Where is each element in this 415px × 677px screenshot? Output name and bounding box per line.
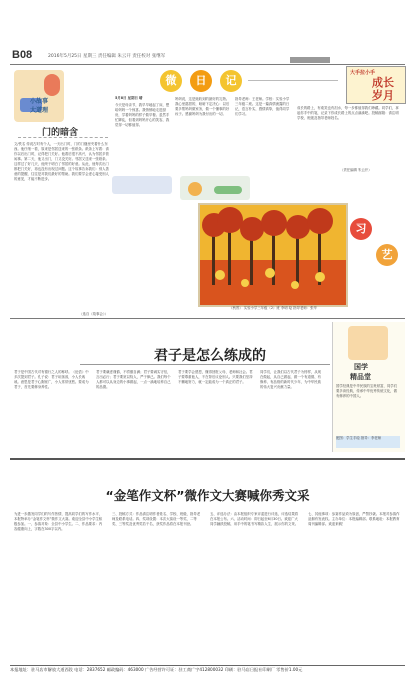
- figure-illustration: [44, 74, 60, 96]
- kids-illustration: [112, 176, 172, 194]
- diary-illustration: [180, 176, 250, 200]
- title-divider: [18, 137, 108, 138]
- art-side-char-2: 艺: [376, 244, 398, 266]
- feature-col-1: 君子是中国古代对有德行之人的称呼。《论语》中多次提到君子。孔子说：君子坦荡荡，小人长戚戚。意思是君子心胸宽广，小人常常忧愁。要成为君子，首先要修身养性。: [14, 370, 89, 389]
- story-body: 文/佚名 传说古时有个人，一天出门时，门的门缝里夹着什么东西。他仔细一看，原来是邻居送来的一张纸条。纸条上写着：请你以后出门时，记得把门关好。他看后很不高兴，认为邻居多管闲事。第二天，他又出门，门又没关好。邻居又送来一张纸条。这样过了好几天，他终于明白了邻居的好意。从此，他每次出门都把门关好，再也没有出现过问题。这个故事告诉我们：别人善意的提醒，往往是对我们最好的帮助。我们要学会虚心接受别人的意见，才能不断进步。: [14, 142, 109, 181]
- contest-col-3: 五、评选办法：由本报组织专家评委进行评选，评选结果将在本报公布。六、活动时间：即日起至6月30日。欢迎广大同学踊跃投稿，用手中的笔书写精彩人生，展示你的文采。: [210, 512, 299, 526]
- culture-illustration: [348, 326, 388, 360]
- diary-col-2: 妈妈说，这是她收到的最好的礼物。我心里甜甜的，暗暗下定决心：以后要多帮妈妈做家务，做一个懂事的好孩子。感谢妈妈为我付出的一切。: [175, 97, 230, 116]
- culture-title-2: 精品堂: [350, 373, 371, 381]
- header-meta: 2016年5月25日 星期三 责任编辑 朱云开 责任校对 张继军: [48, 54, 166, 59]
- corner-contact: （责任编辑 朱云开）: [340, 168, 372, 172]
- contest-col-4: 七、其他事项：参赛作品须为原创，严禁抄袭。本报对参赛作品拥有发表权。主办单位：本报编辑部。联系地址：本报教育周刊编辑部。欢迎来稿！: [308, 512, 400, 526]
- painting-art: [200, 205, 346, 305]
- painting: [198, 203, 348, 307]
- feature-title: 君子是怎么练成的: [154, 348, 266, 364]
- feature-rule: [80, 364, 330, 365]
- section-divider-2: [10, 458, 405, 460]
- feature-col-3: 君子要学会感恩，懂得回报父母、老师和社会。君子要尊重他人，不在背后议论别人。只要我们坚持不懈地努力，就一定能成为一个真正的君子。: [178, 370, 253, 384]
- art-side-char-1: 习: [350, 218, 372, 240]
- contest-col-1: 为进一步激发同学们的写作热情，提高同学们的写作水平，本报特举办“金笔作文杯”微作文大赛。欢迎全县中小学生积极参加。一、参赛对象：全县中小学生。二、作品要求：内容健康向上，字数在300字以内。: [14, 512, 103, 531]
- diary-rule: [248, 80, 338, 81]
- diary-col-3: 指导老师：王老师。学校：实验小学三年级二班。这是一篇真情流露的日记，语言朴实，感情真挚，值得同学们学习。: [235, 97, 290, 116]
- page-number: B08: [12, 49, 33, 61]
- section-divider-1: [10, 318, 405, 319]
- feature-col-4: 同学们，让我们以古代君子为榜样，从现在做起，从自己做起，做一个有道德、有修养、有品格的新时代少年，为中华民族的伟大复兴贡献力量。: [260, 370, 322, 389]
- sun-icon: [188, 182, 202, 196]
- diary-char-2: 日: [190, 70, 212, 92]
- diary-char-3: 记: [220, 70, 242, 92]
- corner-badge: 大手拉小手: [350, 70, 376, 76]
- culture-body: 国学经典是中华民族的宝贵财富，同学们要多读经典，传承中华优秀传统文化，做有修养的中国人。: [336, 384, 398, 398]
- story-title: 门的暗含: [41, 128, 78, 138]
- diary-col-1: 今天是母亲节，我早早地起了床，想给妈妈一个惊喜。我悄悄地走进厨房，学着妈妈的样子做早餐。虽然手忙脚乱，但看到妈妈开心的笑容，我觉得一切都值得。: [115, 103, 170, 127]
- column-name-1: 小故事: [29, 98, 48, 105]
- footer-text: 本报地址：驻马店市解放大道西段 电话：2837652 邮政编码：463000 广告经营许可证：驻工商广字412800032 印刷：驻马店日报社印刷厂 零售价1.00元: [10, 667, 303, 672]
- feature-col-2: 君子要谦虚谨慎，不骄傲自满；君子要诚实守信，言出必行；君子要宽以待人，严于律己。我们每个人都可以从身边的小事做起，一点一滴地培养自己的品德。: [96, 370, 171, 389]
- culture-title-1: 国学: [354, 363, 368, 371]
- corner-body: 成长的路上，有欢笑也有泪水，每一步都值得我们珍藏。同学们，拿起你手中的笔，记录下你成长路上的点点滴滴吧。投稿邮箱：请注明学校、班级及指导老师姓名。: [297, 106, 399, 120]
- hill-illustration: [214, 186, 242, 194]
- story-source: （选自《故事会》）: [79, 312, 108, 316]
- corner-title-1: 成长: [372, 76, 394, 89]
- footer-rule: [10, 665, 405, 666]
- diary-date: 5月8日 星期日 晴: [115, 96, 143, 100]
- contest-title: “金笔作文杯”微作文大赛喊你秀文采: [105, 488, 310, 503]
- column-name-2: 大道理: [29, 107, 48, 114]
- contest-col-2: 三、投稿方式：作品请注明作者姓名、学校、班级、指导老师及联系电话。四、奖项设置：本次大赛设一等奖、二等奖、三等奖及优秀奖若干名，获奖作品将在本报刊登。: [112, 512, 201, 526]
- header-rule: [290, 57, 330, 63]
- painting-caption: 《秋景》 实验小学三年级（2）班 李明 绘 指导老师：张华: [229, 306, 317, 310]
- diary-char-1: 微: [160, 70, 182, 92]
- culture-credit: 配图：学生手绘 指导：李老师: [336, 436, 400, 448]
- corner-title-2: 岁月: [372, 89, 394, 102]
